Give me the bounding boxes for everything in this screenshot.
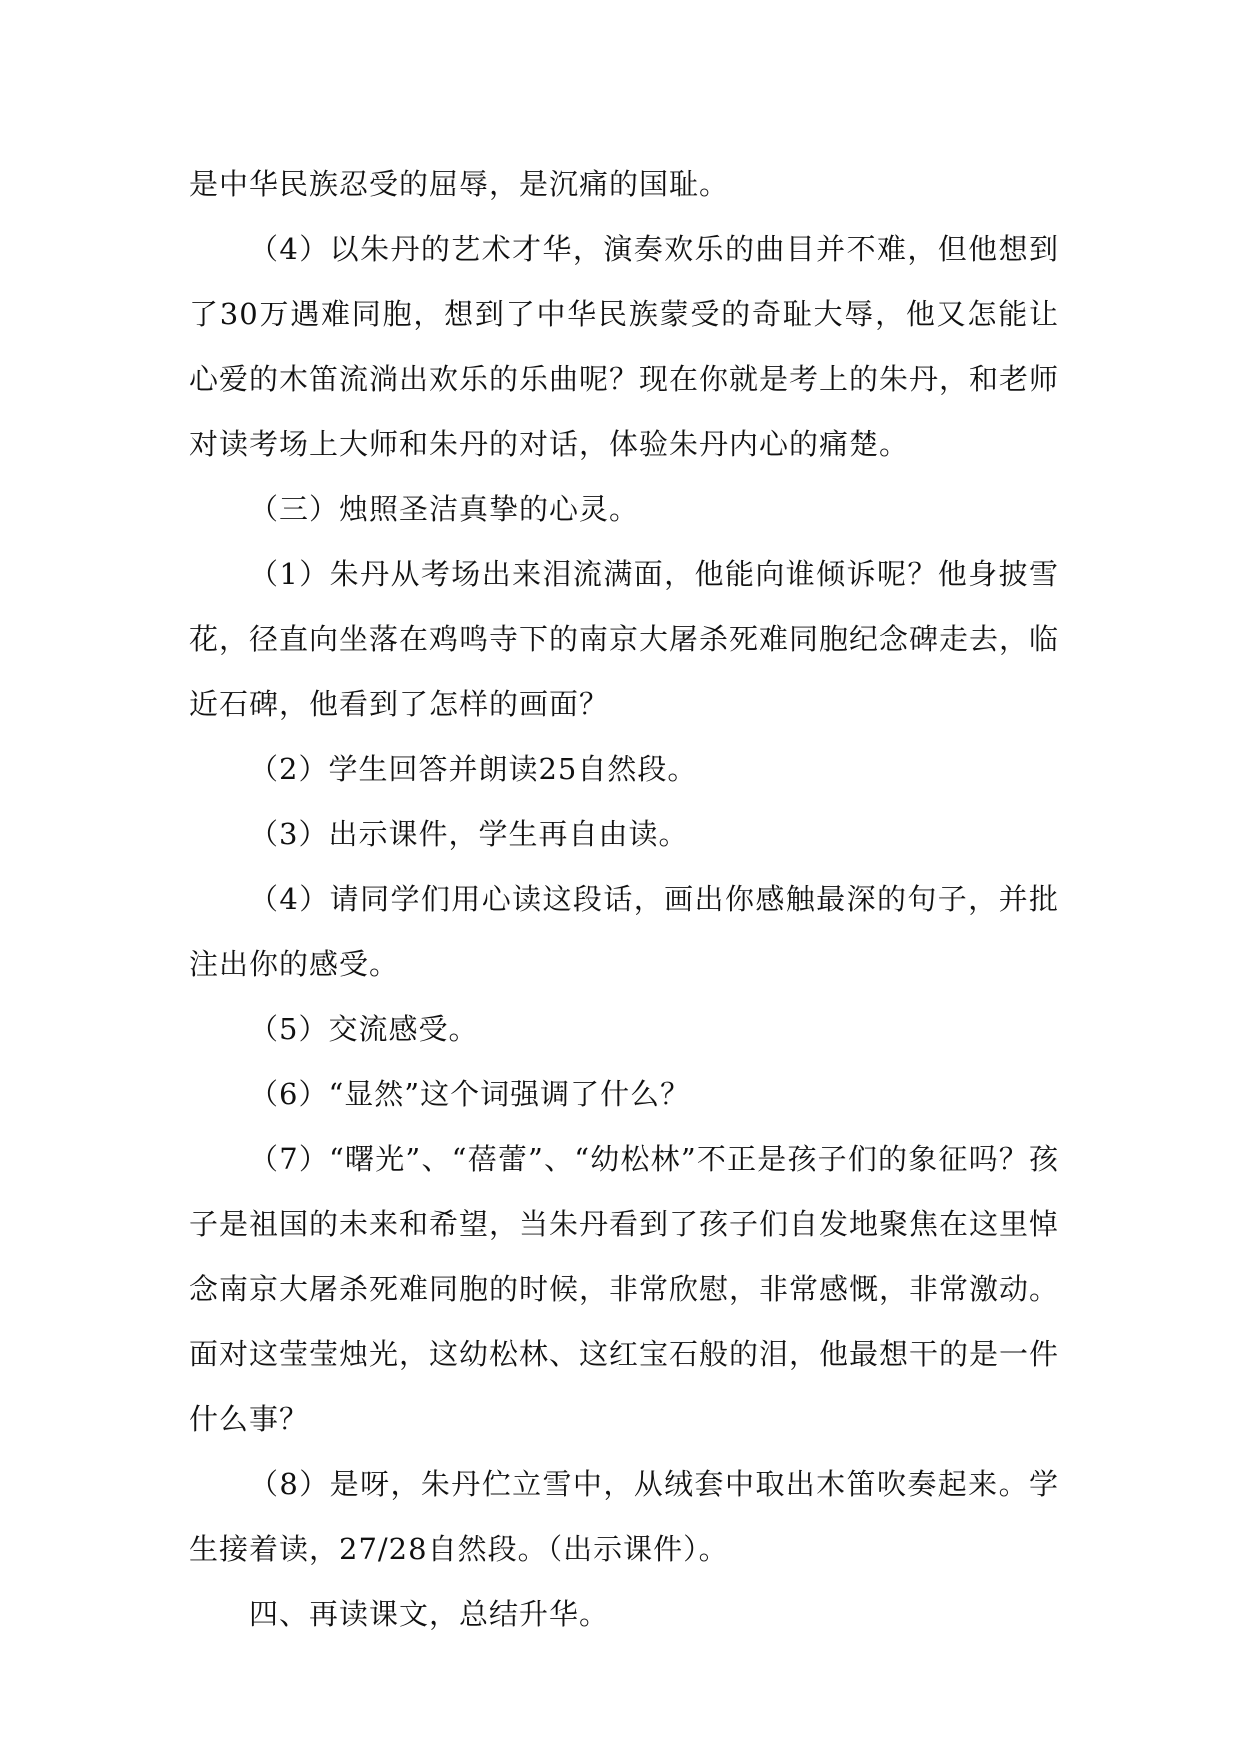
paragraph-item-6: （6）“显然”这个词强调了什么？ (249, 1077, 691, 1111)
paragraph-item-2: （2）学生回答并朗读25自然段。 (249, 752, 698, 786)
document-body (189, 152, 1059, 1647)
section-heading-four: 四、再读课文，总结升华。 (249, 1597, 610, 1631)
paragraph-item-7: （7）“曙光”、“蓓蕾”、“幼松林”不正是孩子们的象征吗？孩子是祖国的未来和希望，当朱丹看到了孩子们自发地聚焦在这里悼念南京大屠杀死难同胞的时候，非常欣慰，非常感慨，非常激动。面对这莹莹烛光，这幼松林、这红宝石般的泪，他最想干的是一件什么事？ (189, 1142, 1060, 1436)
paragraph-item-4-reflection: （4）以朱丹的艺术才华，演奏欢乐的曲目并不难，但他想到了30万遇难同胞，想到了中华民族蒙受的奇耻大辱，他又怎能让心爱的木笛流淌出欢乐的乐曲呢？现在你就是考上的朱丹，和老师对读考场上大师和朱丹的对话，体验朱丹内心的痛楚。 (189, 232, 1060, 461)
paragraph-item-4: （4）请同学们用心读这段话，画出你感触最深的句子，并批注出你的感受。 (189, 882, 1059, 981)
paragraph-continuation: 是中华民族忍受的屈辱，是沉痛的国耻。 (189, 167, 730, 201)
paragraph-item-1: （1）朱丹从考场出来泪流满面，他能向谁倾诉呢？他身披雪花，径直向坐落在鸡鸣寺下的南京大屠杀死难同胞纪念碑走去，临近石碑，他看到了怎样的画面？ (189, 557, 1060, 721)
section-heading-three: （三）烛照圣洁真挚的心灵。 (249, 492, 640, 526)
paragraph-item-5: （5）交流感受。 (249, 1012, 479, 1046)
paragraph-item-3: （3）出示课件，学生再自由读。 (249, 817, 689, 851)
paragraph-item-8: （8）是呀，朱丹伫立雪中，从绒套中取出木笛吹奏起来。学生接着读，27/28自然段。（出示课件）。 (189, 1467, 1059, 1566)
